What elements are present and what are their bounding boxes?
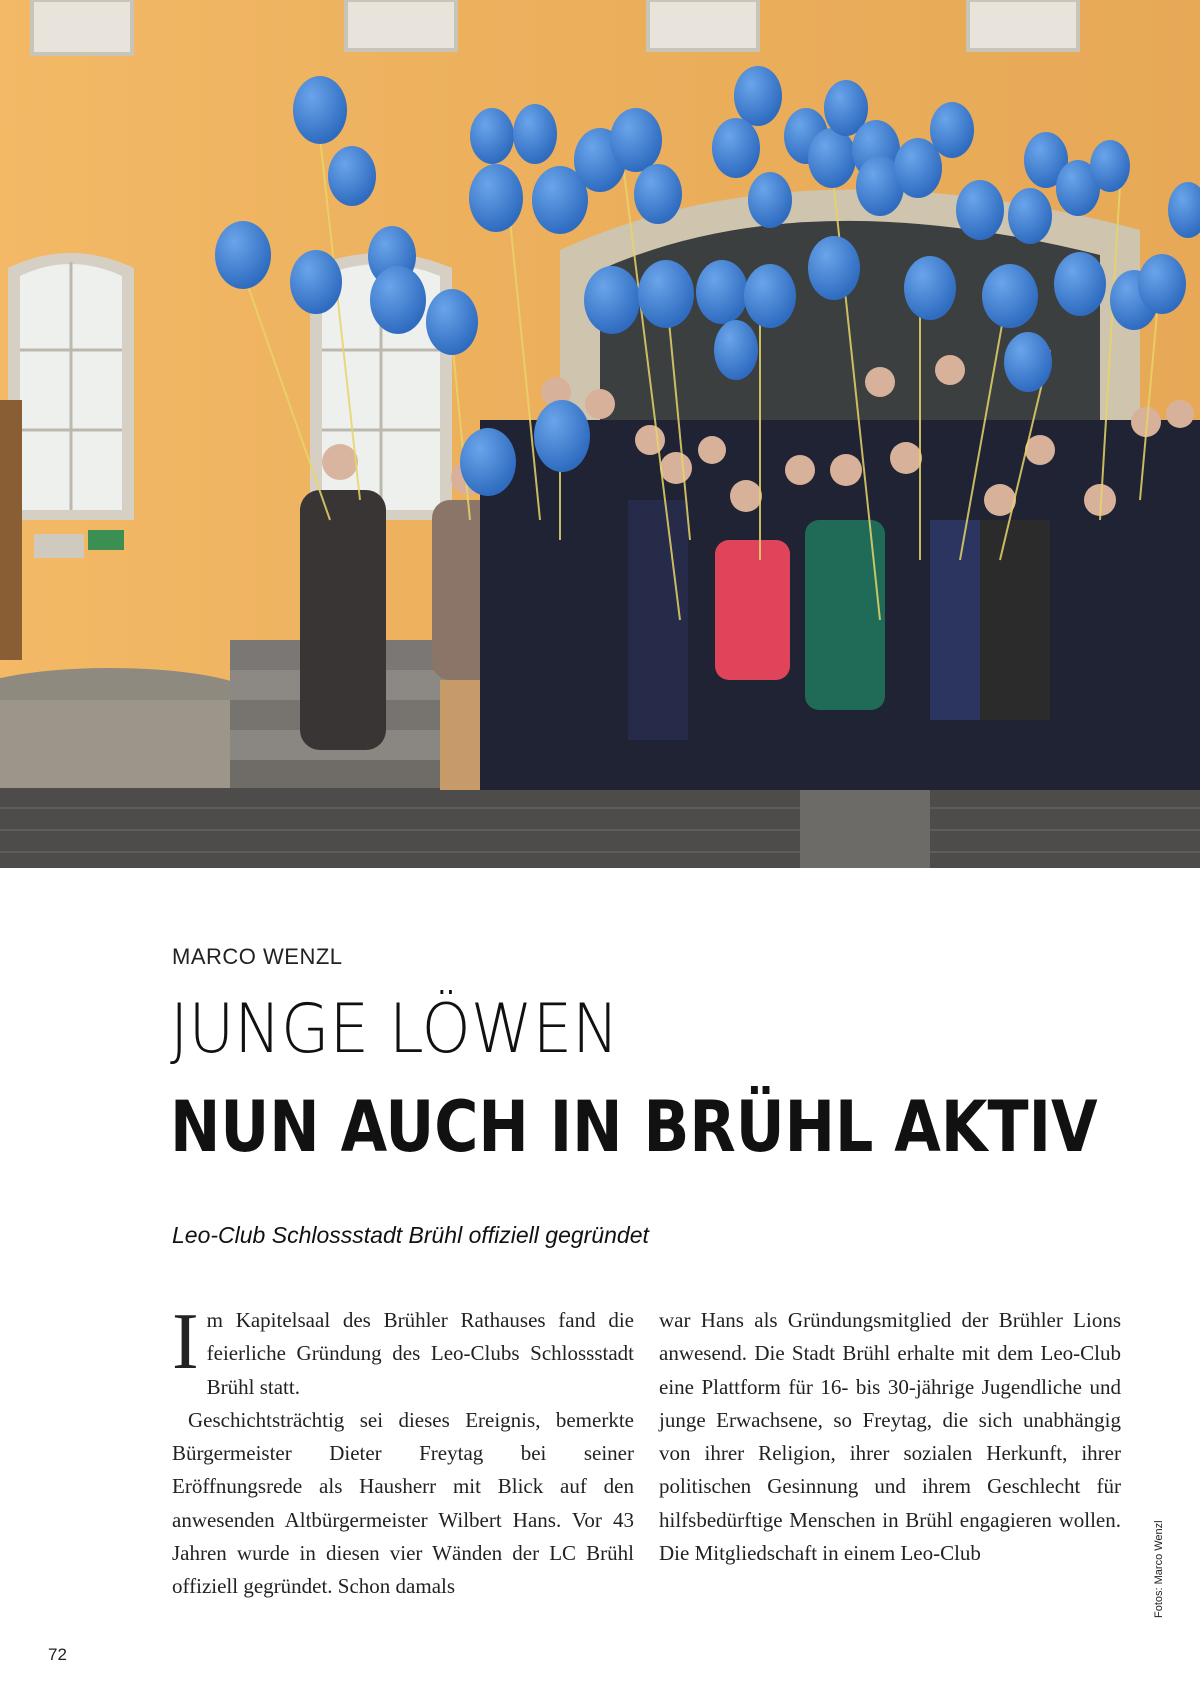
article-subtitle: Leo-Club Schlossstadt Brühl offiziell gegründet — [172, 1222, 649, 1248]
paragraph-intro-text: m Kapitelsaal des Brühler Rathauses fand die feierliche Gründung des Leo-Clubs Schlossstadt Brühl statt. — [206, 1308, 634, 1399]
drop-cap: I — [172, 1298, 199, 1386]
paragraph-intro — [172, 1298, 634, 1404]
headline-line-1: JUNGE LÖWEN — [170, 990, 619, 1069]
body-column-right — [659, 1304, 1121, 1570]
page-number: 72 — [48, 1645, 67, 1664]
author-name: MARCO WENZL — [172, 944, 343, 969]
paragraph-3: war Hans als Gründungsmitglied der Brühler Lions anwesend. Die Stadt Brühl erhalte mit dem Leo-Club eine Plattform für 16- bis 30-jährige Jugendliche und junge Erwachsene, so Freytag, die sich unabhängig von ihrer Religion, ihrer sozialen Herkunft, ihrer politischen Gesinnung und ihrem Geschlecht für hilfsbedürftige Menschen in Brühl engagieren wollen. Die Mitgliedschaft in einem Leo-Club — [659, 1308, 1121, 1566]
headline-line-2: NUN AUCH IN BRÜHL AKTIV — [170, 1086, 1098, 1168]
photo-credit: Fotos: Marco Wenzl — [1153, 1520, 1165, 1618]
paragraph-2: Geschichtsträchtig sei dieses Ereignis, bemerkte Bürgermeister Dieter Freytag bei seiner Eröffnungsrede als Hausherr mit Blick auf den anwesenden Altbürgermeister Wilbert Hans. Vor 43 Jahren wurde in diesen vier Wänden der LC Brühl offiziell gegründet. Schon damals — [172, 1407, 634, 1599]
body-column-left — [172, 1298, 634, 1604]
